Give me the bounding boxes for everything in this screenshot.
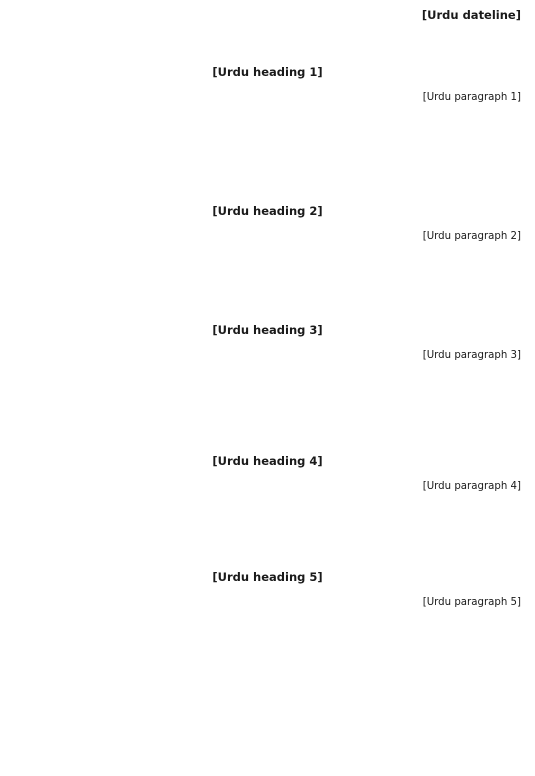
article-heading: [Urdu heading 2] <box>212 204 323 218</box>
article-body: [Urdu paragraph 5] <box>422 597 521 608</box>
article-heading: [Urdu heading 1] <box>212 65 323 79</box>
article-body: [Urdu paragraph 1] <box>422 92 521 103</box>
dateline: [Urdu dateline] <box>421 8 521 22</box>
article-body: [Urdu paragraph 2] <box>422 231 521 242</box>
article-5 <box>14 569 521 614</box>
article-1 <box>14 64 521 109</box>
article-body: [Urdu paragraph 4] <box>422 481 521 492</box>
article-2 <box>14 203 521 248</box>
article-heading: [Urdu heading 3] <box>212 323 323 337</box>
article-4 <box>14 453 521 498</box>
article-3 <box>14 322 521 367</box>
article-body: [Urdu paragraph 3] <box>422 350 521 361</box>
article-heading: [Urdu heading 4] <box>212 454 323 468</box>
article-heading: [Urdu heading 5] <box>212 570 323 584</box>
